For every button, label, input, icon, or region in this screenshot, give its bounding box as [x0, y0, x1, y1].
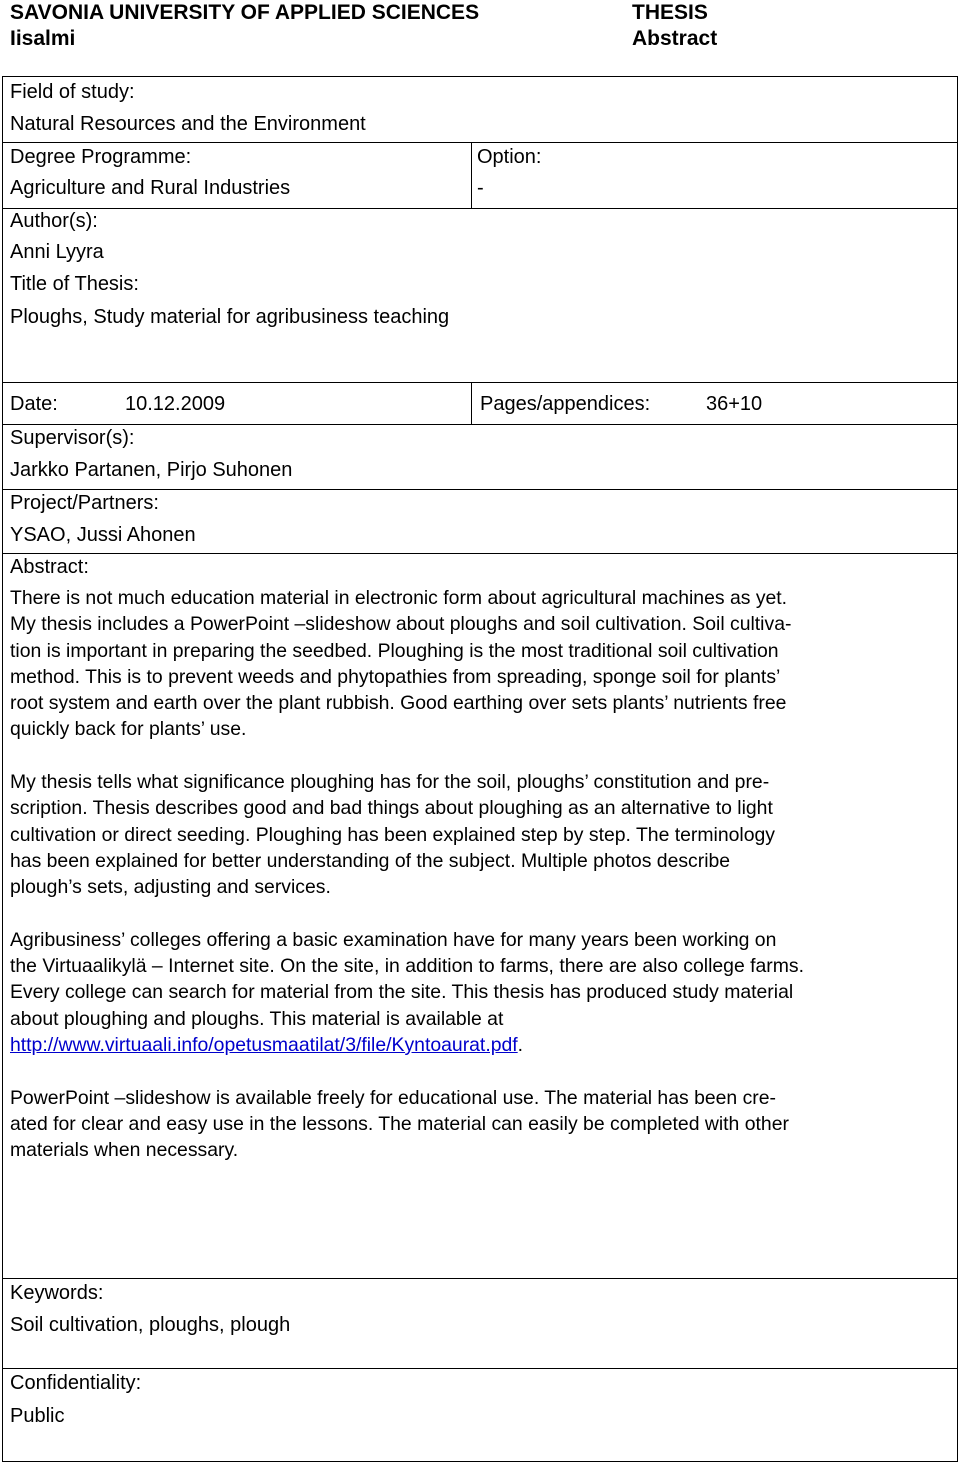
header-institution-block	[10, 0, 479, 52]
abstract-line: root system and earth over the plant rubbish. Good earthing over sets plants’ nutrients free	[10, 692, 787, 715]
divider-option	[471, 142, 472, 208]
abstract-line: quickly back for plants’ use.	[10, 718, 247, 741]
abstract-line: PowerPoint –slideshow is available freely for educational use. The material has been cre-	[10, 1086, 776, 1109]
abstract-label: Abstract:	[10, 556, 89, 578]
supervisors-label: Supervisor(s):	[10, 427, 135, 449]
abstract-body	[10, 585, 950, 1190]
pages-label: Pages/appendices:	[480, 393, 651, 415]
pages-value: 36+10	[706, 393, 763, 415]
authors-value: Anni Lyyra	[10, 241, 104, 263]
abstract-line: the Virtuaalikylä – Internet site. On the site, in addition to farms, there are also college farms.	[10, 955, 804, 978]
abstract-line: Agribusiness’ colleges offering a basic examination have for many years been working on	[10, 928, 777, 951]
abstract-paragraph-2	[10, 769, 950, 900]
abstract-line: materials when necessary.	[10, 1139, 239, 1162]
link-suffix: .	[517, 1034, 524, 1057]
abstract-line: method. This is to prevent weeds and phytopathies from spreading, sponge soil for plants’	[10, 665, 781, 688]
header-doctype-block	[632, 0, 717, 52]
abstract-line: There is not much education material in electronic form about agricultural machines as yet.	[10, 587, 788, 609]
abstract-paragraph-4	[10, 1085, 950, 1164]
abstract-line: Every college can search for material from the site. This thesis has produced study material	[10, 981, 794, 1004]
keywords-value: Soil cultivation, ploughs, plough	[10, 1314, 291, 1336]
supervisors-value: Jarkko Partanen, Pirjo Suhonen	[10, 459, 293, 481]
abstract-line: plough’s sets, adjusting and services.	[10, 876, 331, 899]
partners-label: Project/Partners:	[10, 492, 159, 514]
option-label: Option:	[477, 146, 542, 168]
divider-degree-author	[2, 208, 958, 209]
abstract-line: tion is important in preparing the seedbed. Ploughing is the most traditional soil cultivation	[10, 639, 779, 662]
authors-label: Author(s):	[10, 210, 98, 232]
field-of-study-label: Field of study:	[10, 81, 135, 103]
abstract-line: about ploughing and ploughs. This material is available at	[10, 1007, 504, 1030]
date-value: 10.12.2009	[125, 393, 226, 415]
doc-type: THESIS	[632, 1, 708, 24]
campus-name: Iisalmi	[10, 27, 76, 50]
field-of-study-value: Natural Resources and the Environment	[10, 113, 366, 135]
date-label: Date:	[10, 393, 58, 415]
keywords-label: Keywords:	[10, 1282, 104, 1304]
abstract-line: scription. Thesis describes good and bad things about ploughing as an alternative to light	[10, 797, 773, 820]
abstract-link-line	[10, 1032, 950, 1058]
abstract-line: has been explained for better understanding of the subject. Multiple photos describe	[10, 849, 731, 872]
thesis-title-value: Ploughs, Study material for agribusiness teaching	[10, 306, 450, 328]
divider-abstract-keywords	[2, 1278, 958, 1279]
divider-partners-abstract	[2, 553, 958, 554]
divider-keywords-confidentiality	[2, 1368, 958, 1369]
degree-programme-label: Degree Programme:	[10, 146, 192, 168]
divider-pages	[471, 382, 472, 424]
abstract-line: My thesis includes a PowerPoint –slideshow about ploughs and soil cultivation. Soil cultiva-	[10, 613, 792, 636]
thesis-title-label: Title of Thesis:	[10, 273, 139, 295]
partners-value: YSAO, Jussi Ahonen	[10, 524, 196, 546]
confidentiality-label: Confidentiality:	[10, 1372, 142, 1394]
abstract-paragraph-3	[10, 927, 950, 1058]
institution-name: SAVONIA UNIVERSITY OF APPLIED SCIENCES	[10, 1, 480, 24]
degree-programme-value: Agriculture and Rural Industries	[10, 177, 291, 199]
abstract-paragraph-1	[10, 585, 950, 743]
divider-date-supervisor	[2, 424, 958, 425]
doc-subtype: Abstract	[632, 27, 718, 50]
material-link[interactable]: http://www.virtuaali.info/opetusmaatilat/3/file/Kyntoaurat.pdf	[10, 1034, 518, 1057]
option-value: -	[477, 177, 484, 199]
divider-title-date	[2, 382, 958, 383]
confidentiality-value: Public	[10, 1405, 65, 1427]
abstract-line: cultivation or direct seeding. Ploughing has been explained step by step. The terminology	[10, 823, 775, 846]
abstract-line: ated for clear and easy use in the lessons. The material can easily be completed with other	[10, 1112, 789, 1135]
abstract-line: My thesis tells what significance ploughing has for the soil, ploughs’ constitution and pre-	[10, 771, 770, 794]
